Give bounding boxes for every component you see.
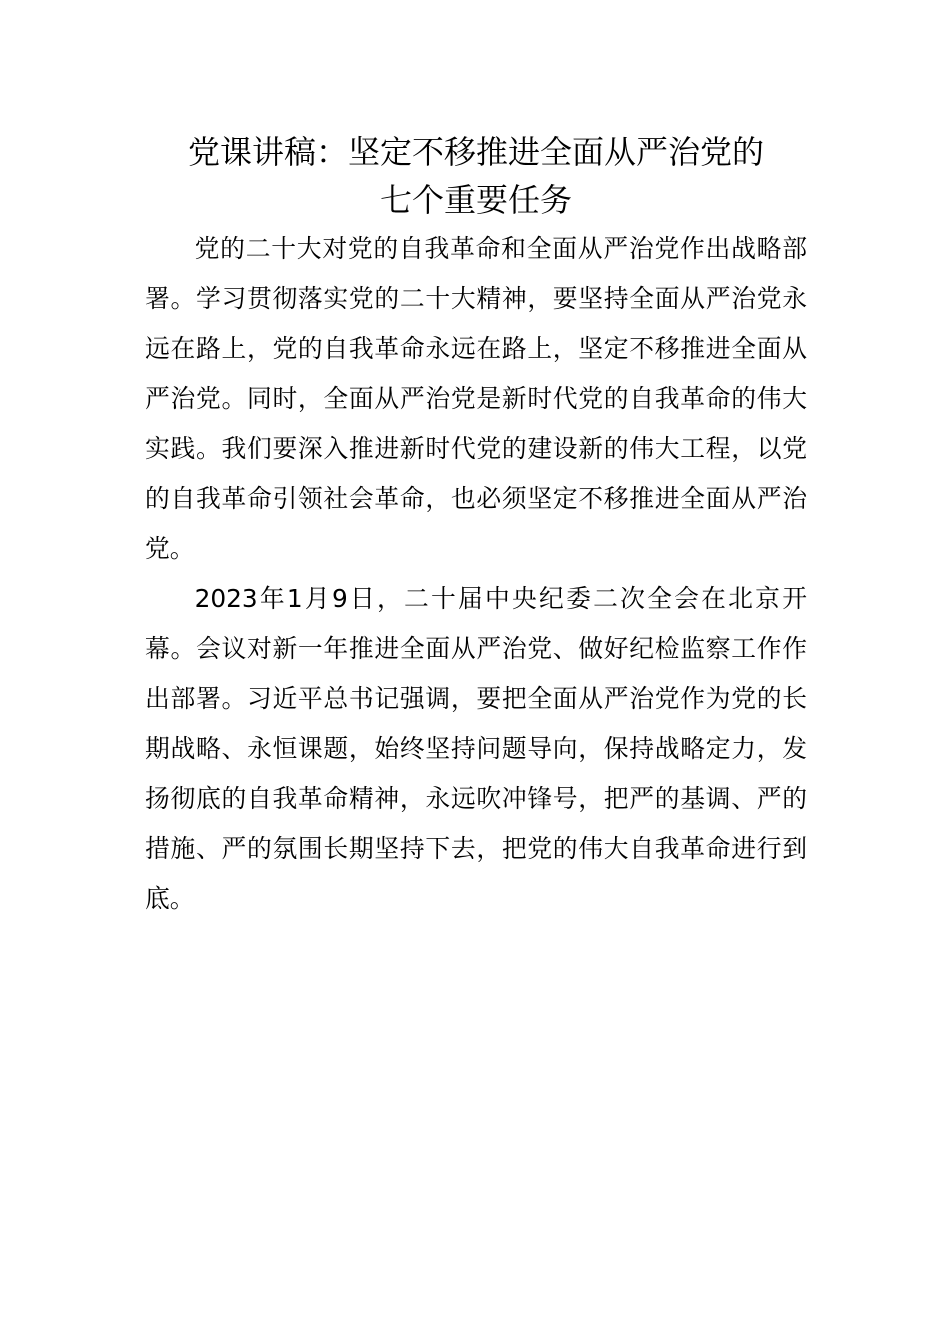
title-line-2: 七个重要任务 <box>379 181 572 219</box>
document-title <box>145 128 807 224</box>
document-body <box>145 128 807 924</box>
paragraph-2: 2023年1月9日，二十届中央纪委二次全会在北京开幕。会议对新一年推进全面从严治党、做好纪检监察工作作出部署。习近平总书记强调，要把全面从严治党作为党的长期战略、永恒课题，始终坚持问题导向，保持战略定力，发扬彻底的自我革命精神，永远吹冲锋号，把严的基调、严的措施、严的氛围长期坚持下去，把党的伟大自我革命进行到底。 <box>145 584 807 913</box>
title-line-1: 党课讲稿：坚定不移推进全面从严治党的 <box>187 133 764 171</box>
paragraph-1: 党的二十大对党的自我革命和全面从严治党作出战略部署。学习贯彻落实党的二十大精神，要坚持全面从严治党永远在路上，党的自我革命永远在路上，坚定不移推进全面从严治党。同时，全面从严治党是新时代党的自我革命的伟大实践。我们要深入推进新时代党的建设新的伟大工程，以党的自我革命引领社会革命，也必须坚定不移推进全面从严治党。 <box>145 234 807 563</box>
